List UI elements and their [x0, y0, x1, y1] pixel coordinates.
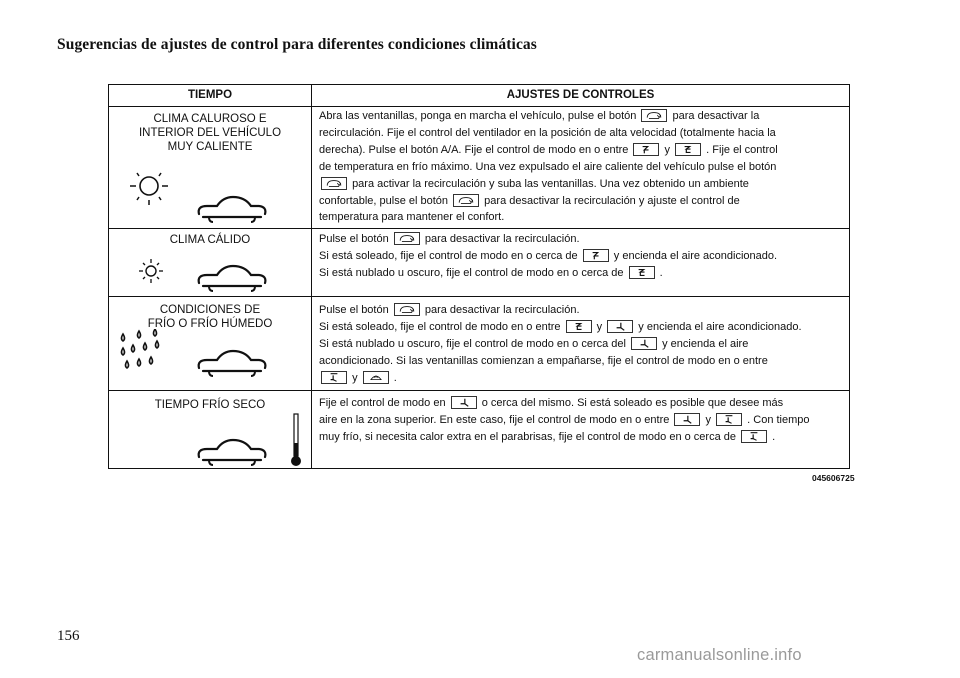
settings-text	[319, 302, 849, 387]
text-line	[319, 370, 849, 387]
text-line	[319, 193, 849, 210]
text-segment: Fije el control de modo en	[319, 397, 446, 409]
text-line	[319, 265, 849, 282]
thermometer-icon	[289, 413, 303, 467]
text-segment: para activar la recirculación y suba las ventanillas. Una vez obtenido un ambiente	[352, 177, 749, 190]
recirculation-icon	[394, 303, 420, 316]
mode-bilevel-icon	[629, 266, 655, 279]
text-segment: para desactivar la recirculación.	[424, 233, 580, 245]
condition-label	[109, 112, 311, 154]
text-line	[319, 125, 849, 142]
mode-floor-icon	[674, 413, 700, 426]
mode-panel-icon	[583, 249, 609, 262]
figure-code: 045606725	[812, 473, 855, 483]
table-row	[109, 228, 849, 296]
sun-icon	[125, 167, 171, 207]
text-line	[319, 336, 849, 353]
text-line	[319, 108, 849, 125]
text-segment: recirculación. Fije el control del ventilador en la posición de alta velocidad (totalmente hacia la	[319, 126, 776, 139]
watermark: carmanualsonline.info	[637, 646, 802, 664]
text-segment: y encienda el aire acondicionado.	[638, 320, 802, 333]
text-segment: y	[352, 371, 358, 384]
text-line	[319, 395, 849, 412]
condition-label	[109, 303, 311, 331]
condition-line: TIEMPO FRÍO SECO	[154, 399, 266, 411]
table-row	[109, 296, 849, 390]
car-icon	[195, 436, 269, 466]
mode-bilevel-icon	[566, 320, 592, 333]
small-sun-icon	[135, 257, 167, 285]
text-line	[319, 319, 849, 336]
text-segment: muy frío, si necesita calor extra en el parabrisas, fije el control de modo en o cerca de	[319, 430, 736, 443]
recirculation-icon	[641, 109, 667, 122]
text-line	[319, 248, 849, 265]
col-header-settings: AJUSTES DE CONTROLES	[506, 89, 655, 101]
table-row	[109, 390, 849, 470]
text-line	[319, 142, 849, 159]
car-icon	[195, 262, 269, 292]
settings-text	[319, 108, 849, 226]
mode-floor-icon	[607, 320, 633, 333]
text-segment: acondicionado. Si las ventanillas comienzan a empañarse, fije el control de modo en o entre	[319, 354, 768, 367]
raindrops-icon	[117, 329, 165, 379]
text-line	[319, 429, 849, 446]
mode-panel-icon	[633, 143, 659, 156]
condition-line: INTERIOR DEL VEHÍCULO	[138, 127, 282, 139]
text-segment: .	[393, 371, 397, 384]
mode-bilevel-icon	[675, 143, 701, 156]
condition-label	[109, 398, 311, 412]
text-line	[319, 159, 849, 176]
text-segment: Si está nublado u oscuro, fije el control de modo en o cerca del	[319, 337, 626, 350]
text-segment: Pulse el botón	[319, 233, 389, 245]
text-line	[319, 412, 849, 429]
car-icon	[195, 193, 269, 223]
text-line	[319, 353, 849, 370]
condition-line: MUY CALIENTE	[167, 141, 253, 153]
col-header-weather: TIEMPO	[187, 89, 233, 101]
text-line	[319, 302, 849, 319]
climate-table	[108, 84, 850, 469]
mode-floor-icon	[631, 337, 657, 350]
page-number: 156	[57, 628, 80, 644]
car-icon	[195, 347, 269, 377]
mode-mix-icon	[716, 413, 742, 426]
text-segment: Abra las ventanillas, ponga en marcha el vehículo, pulse el botón	[319, 110, 637, 122]
text-segment: y	[705, 413, 712, 426]
settings-text	[319, 231, 849, 282]
text-segment: Si está soleado, fije el control de modo en o entre	[319, 320, 561, 333]
text-segment: . Fije el control	[706, 143, 778, 156]
text-segment: .	[659, 266, 663, 279]
condition-line: FRÍO O FRÍO HÚMEDO	[147, 318, 273, 330]
text-segment: derecha). Pulse el botón A/A. Fije el control de modo en o entre	[319, 143, 629, 156]
settings-text	[319, 395, 849, 446]
text-segment: y encienda el aire	[662, 337, 749, 350]
text-segment: y	[664, 143, 671, 156]
condition-label	[109, 233, 311, 247]
text-segment: . Con tiempo	[747, 413, 810, 426]
text-segment: Si está soleado, fije el control de modo en o cerca de	[319, 249, 578, 262]
text-segment: de temperatura en frío máximo. Una vez expulsado el aire caliente del vehículo pulse el botón	[319, 160, 777, 173]
text-segment: confortable, pulse el botón	[319, 194, 449, 207]
text-segment: aire en la zona superior. En este caso, fije el control de modo en o entre	[319, 413, 670, 426]
text-segment: para desactivar la	[672, 110, 760, 122]
text-segment: y encienda el aire acondicionado.	[613, 249, 778, 262]
mode-mix-icon	[741, 430, 767, 443]
text-segment: o cerca del mismo. Si está soleado es posible que desee más	[481, 397, 784, 409]
text-segment: .	[772, 430, 776, 443]
text-segment: temperatura para mantener el confort.	[319, 211, 505, 224]
text-line	[319, 231, 849, 248]
text-segment: Si está nublado u oscuro, fije el control de modo en o cerca de	[319, 266, 624, 279]
table-header-row	[109, 85, 849, 106]
text-segment: Pulse el botón	[319, 304, 389, 316]
page-heading: Sugerencias de ajustes de control para diferentes condiciones climáticas	[57, 36, 537, 53]
table-row	[109, 106, 849, 228]
condition-line: CLIMA CÁLIDO	[169, 234, 251, 246]
text-segment: para desactivar la recirculación.	[424, 304, 580, 316]
condition-line: CLIMA CALUROSO E	[153, 113, 267, 125]
recirculation-icon	[321, 177, 347, 190]
recirculation-icon	[394, 232, 420, 245]
text-segment: para desactivar la recirculación y ajuste el control de	[484, 194, 740, 207]
mode-floor-icon	[451, 396, 477, 409]
recirculation-icon	[453, 194, 479, 207]
defrost-icon	[363, 371, 389, 384]
text-line	[319, 209, 849, 226]
condition-line: CONDICIONES DE	[159, 304, 261, 316]
text-segment: y	[596, 320, 603, 333]
text-line	[319, 176, 849, 193]
mode-mix-icon	[321, 371, 347, 384]
